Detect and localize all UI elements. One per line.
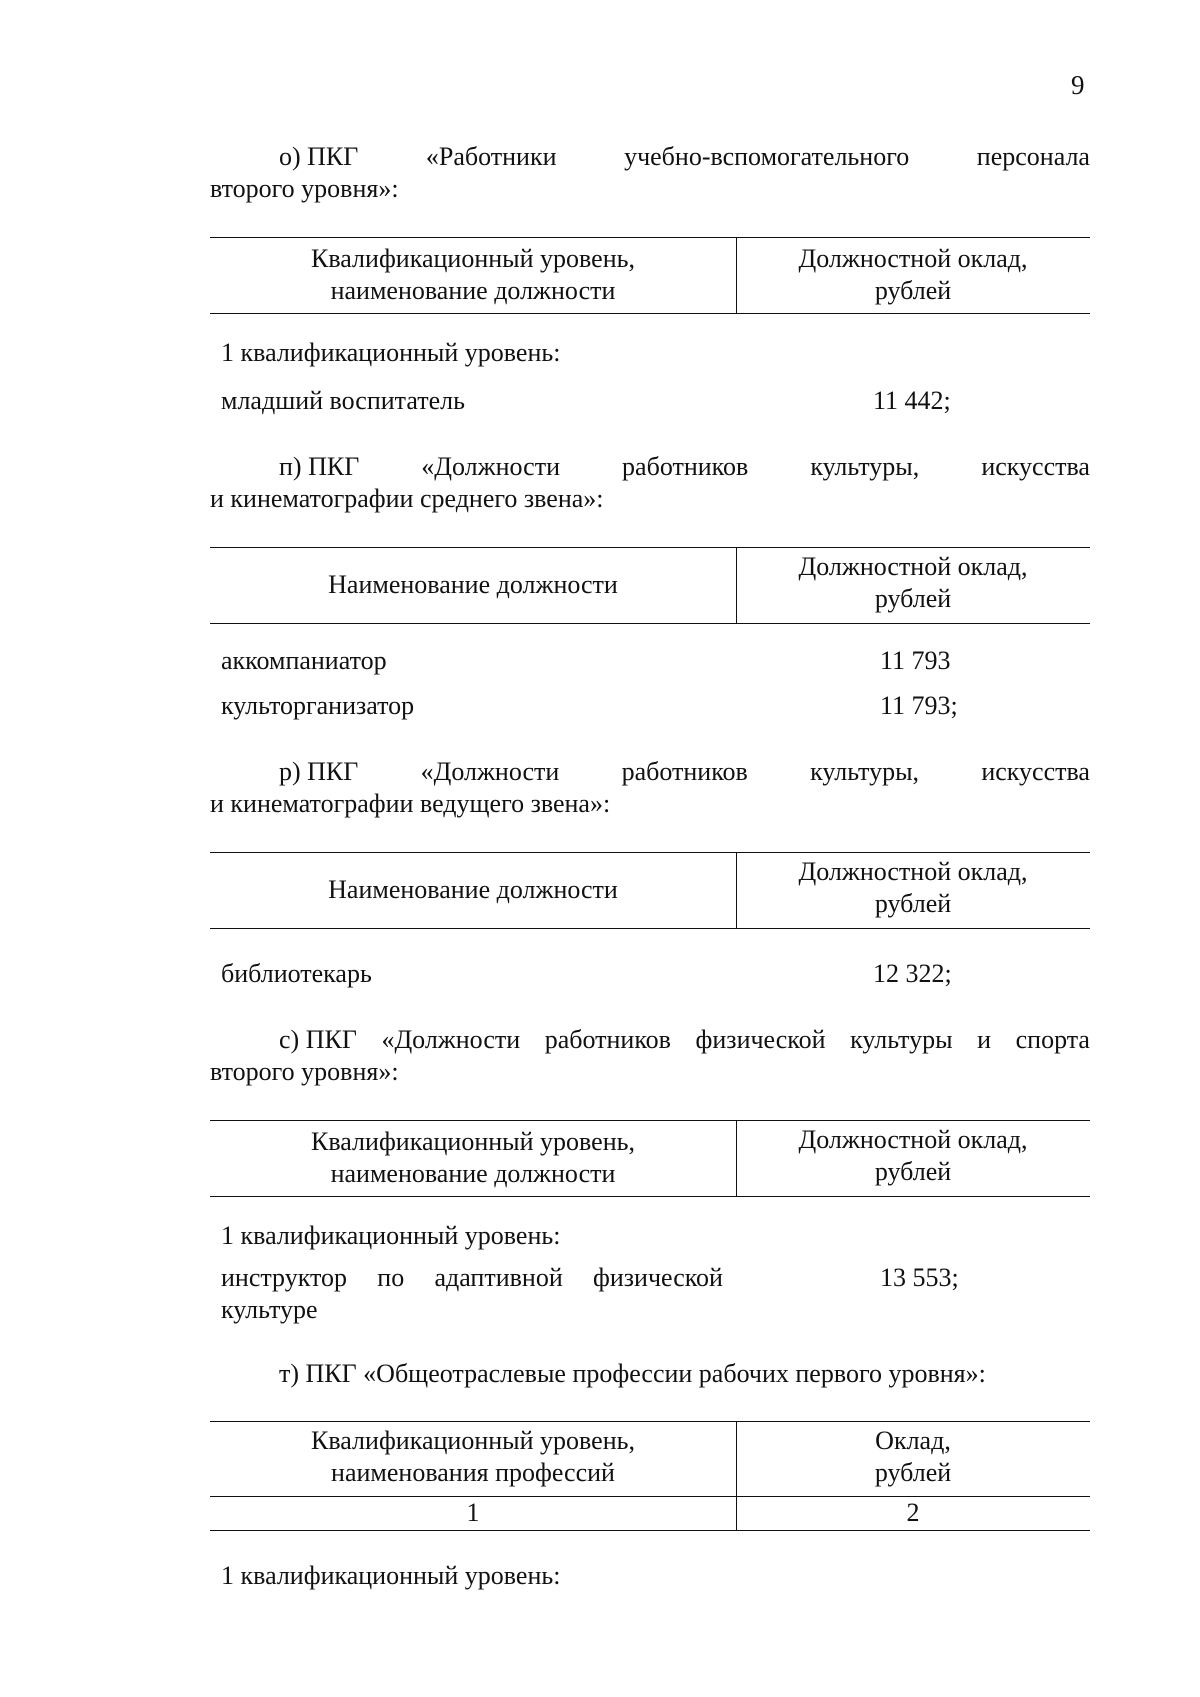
section-s-row-name: инструктор по адаптивной физической: [221, 1263, 723, 1292]
section-s-heading-cont: второго уровня»:: [210, 1057, 399, 1086]
table-s-col2-header: Должностной оклад, рублей: [798, 1125, 1028, 1186]
section-t-level: 1 квалификационный уровень:: [221, 1561, 561, 1590]
section-r-heading-cont: и кинематографии ведущего звена»:: [210, 789, 611, 818]
section-p-row2-value: 11 793;: [880, 691, 958, 720]
table-o-col1-header: Квалификационный уровень, наименование должности: [311, 244, 635, 305]
table-p-top-rule: [210, 547, 1090, 548]
table-t-col2-number: 2: [906, 1498, 920, 1527]
section-o-row-value: 11 442;: [873, 386, 951, 415]
table-s-header-rule: [210, 1196, 1090, 1197]
section-p-row1-value: 11 793: [880, 646, 951, 675]
section-r-heading: р) ПКГ «Должности работников культуры, искусства: [279, 757, 1090, 786]
section-p-row2-name: культорганизатор: [221, 691, 415, 720]
table-r-col2-header: Должностной оклад, рублей: [798, 857, 1028, 918]
section-s-heading: с) ПКГ «Должности работников физической культуры и спорта: [279, 1025, 1090, 1054]
table-r-header-rule: [210, 928, 1090, 929]
table-o-top-rule: [210, 237, 1090, 238]
section-s-row-name-cont: культуре: [221, 1295, 318, 1324]
table-t-col1-number: 1: [466, 1498, 480, 1527]
table-o-header-rule: [210, 313, 1090, 314]
page-number: 9: [1071, 70, 1085, 100]
section-p-heading: п) ПКГ «Должности работников культуры, искусства: [279, 452, 1090, 481]
table-t-col1-header: Квалификационный уровень, наименования профессий: [311, 1426, 635, 1487]
section-s-row-value: 13 553;: [880, 1263, 959, 1292]
table-r-top-rule: [210, 852, 1090, 853]
table-s-col1-header: Квалификационный уровень, наименование должности: [311, 1127, 635, 1188]
table-t-top-rule: [210, 1421, 1090, 1422]
section-o-heading: о) ПКГ «Работники учебно-вспомогательного персонала: [279, 142, 1090, 171]
section-r-row-name: библиотекарь: [221, 959, 372, 988]
table-o-col2-header: Должностной оклад, рублей: [798, 244, 1028, 305]
section-o-level: 1 квалификационный уровень:: [221, 338, 561, 367]
section-o-heading-cont: второго уровня»:: [210, 174, 399, 203]
section-s-level: 1 квалификационный уровень:: [221, 1221, 561, 1250]
table-p-col2-header: Должностной оклад, рублей: [798, 552, 1028, 613]
table-t-bottom-rule: [210, 1530, 1090, 1531]
section-o-row-name: младший воспитатель: [221, 386, 465, 415]
table-p-header-rule: [210, 623, 1090, 624]
table-r-col1-header: Наименование должности: [328, 875, 618, 904]
table-p-col1-header: Наименование должности: [328, 570, 618, 599]
section-p-heading-cont: и кинематографии среднего звена»:: [210, 484, 604, 513]
table-t-col2-header: Оклад, рублей: [874, 1426, 952, 1487]
section-t-heading: т) ПКГ «Общеотраслевые профессии рабочих первого уровня»:: [279, 1359, 986, 1388]
section-r-row-value: 12 322;: [873, 959, 952, 988]
section-p-row1-name: аккомпаниатор: [221, 646, 387, 675]
table-s-top-rule: [210, 1120, 1090, 1121]
